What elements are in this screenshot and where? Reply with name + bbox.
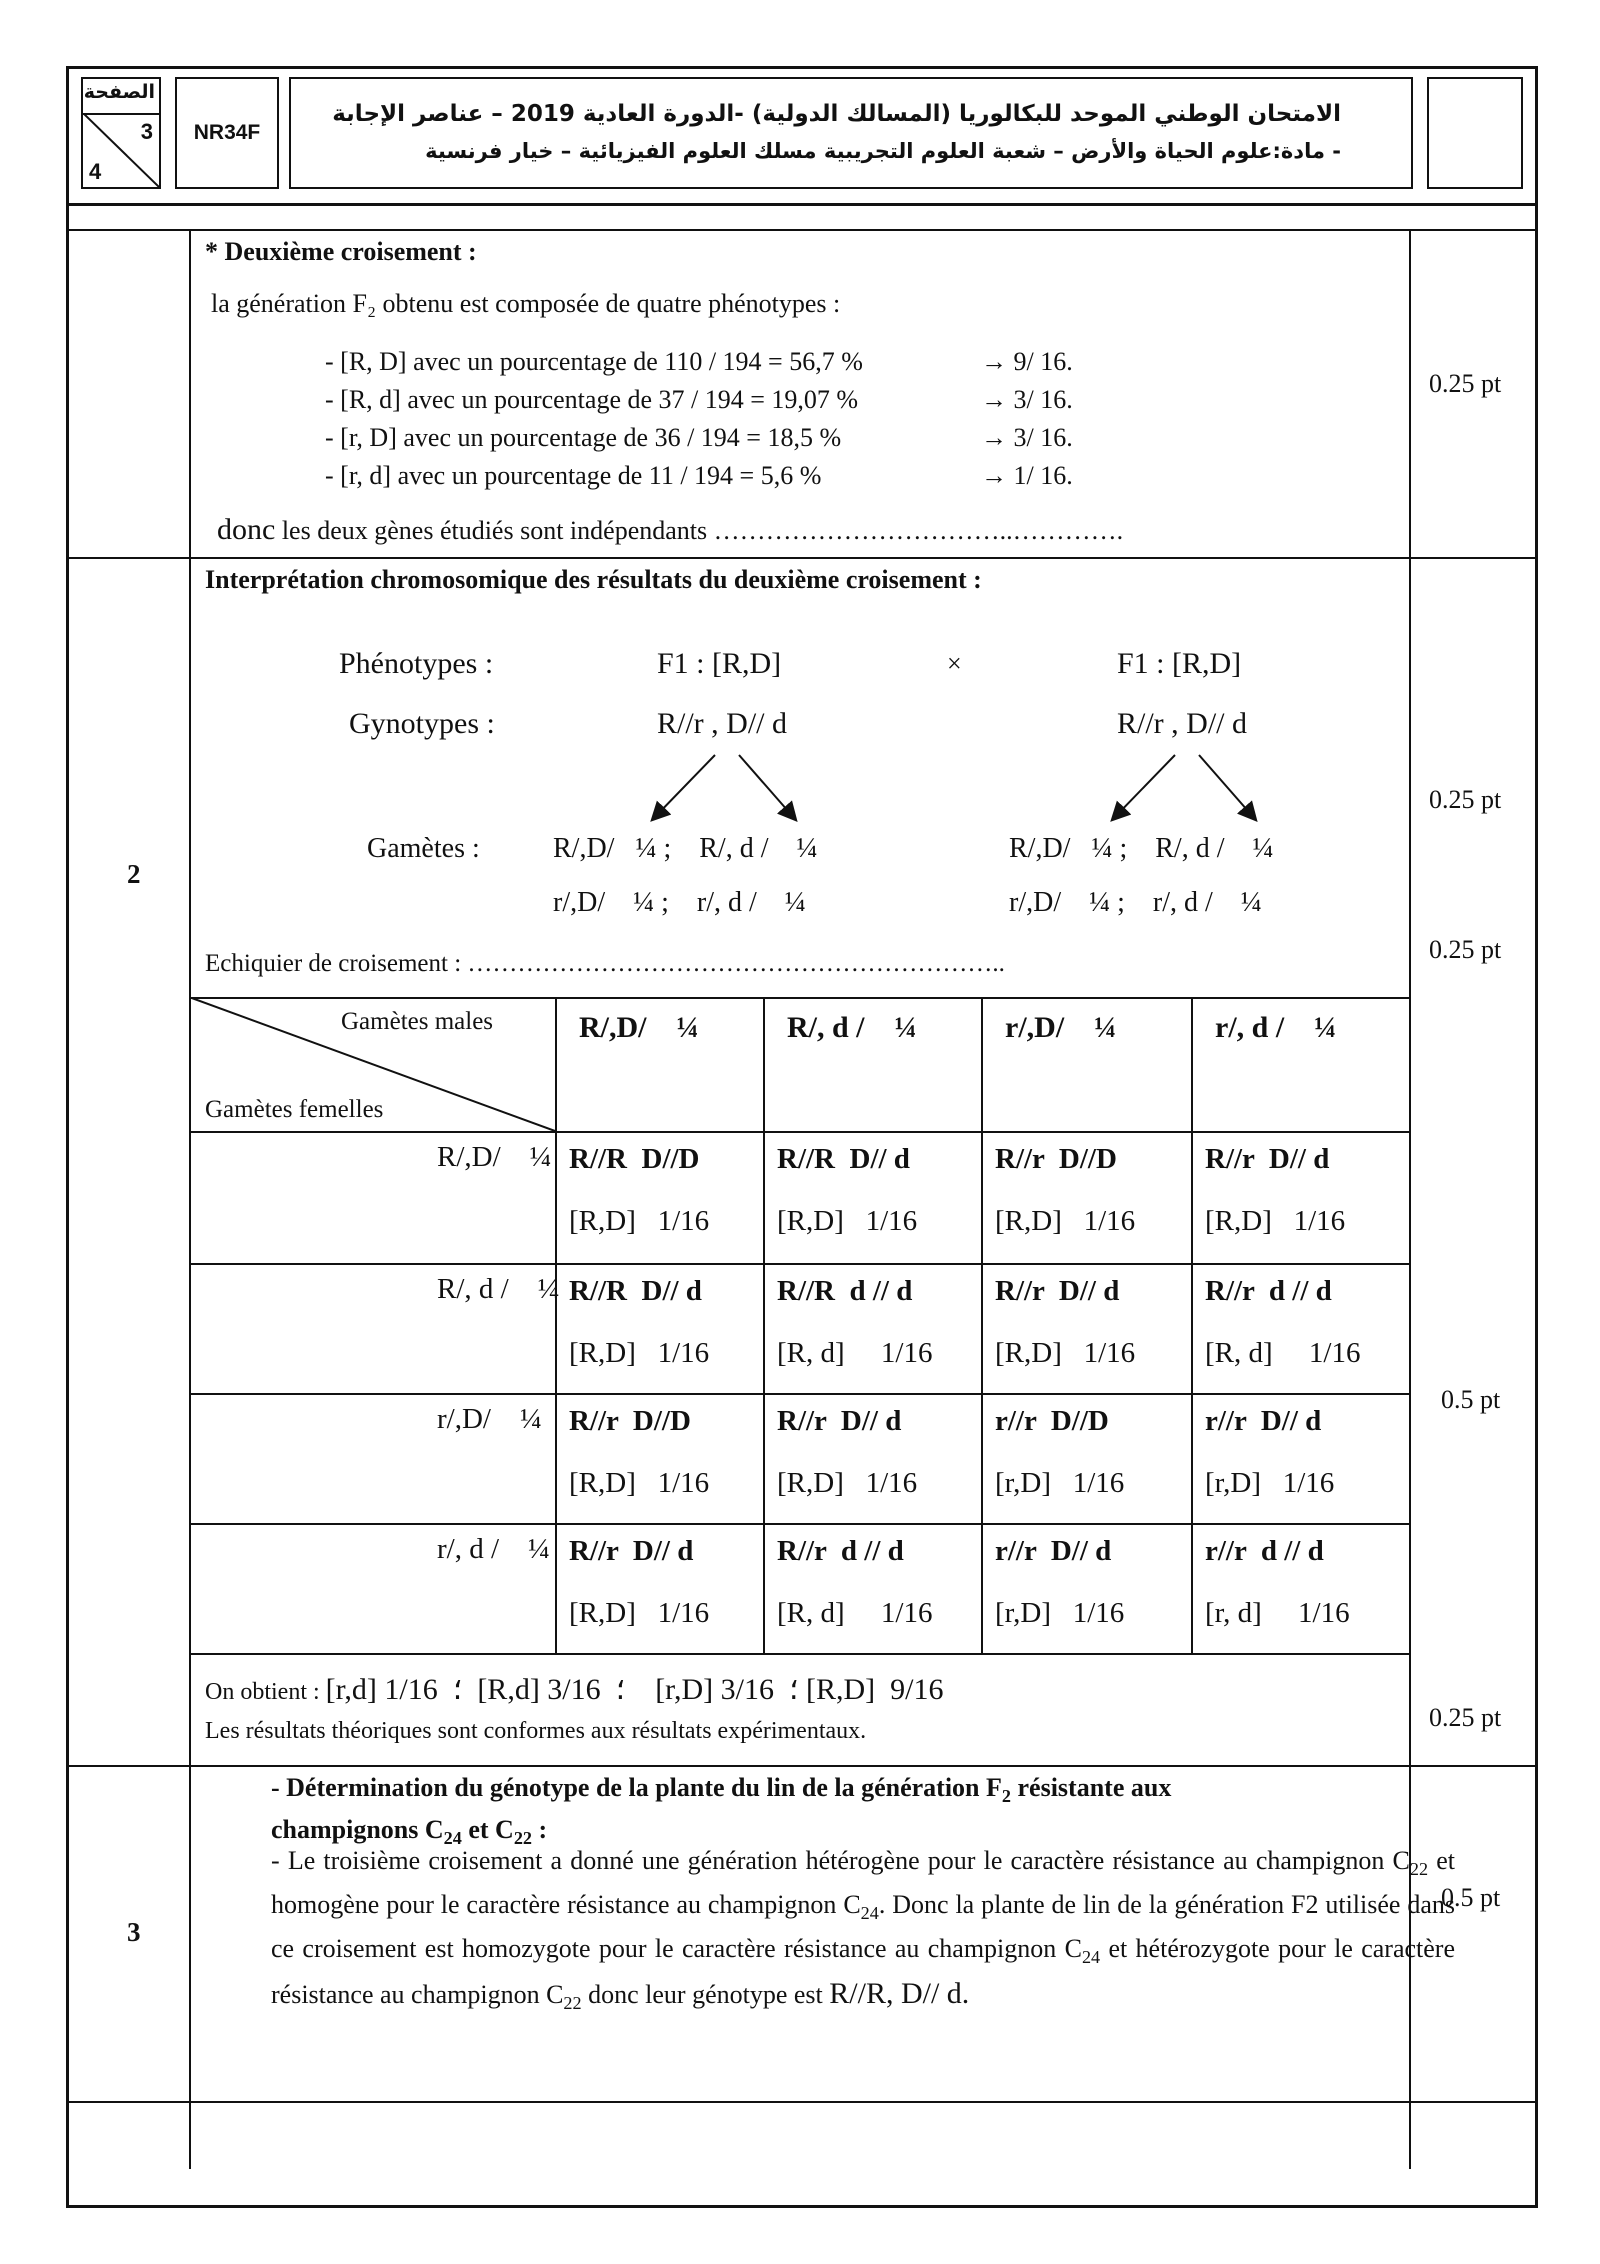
offspring-phenotype: [R,D] 1/16 <box>777 1467 918 1499</box>
offspring-genotype: R//r D//D <box>569 1405 691 1437</box>
section1-conclusion: donc les deux gènes étudiés sont indépendants ……………………………..…………. <box>217 513 1124 546</box>
parent2-genotype: R//r , D// d <box>1117 707 1248 740</box>
exam-title-box <box>289 77 1413 189</box>
echiquier-label: Echiquier de croisement : ……………………………………………………….. <box>205 950 1005 977</box>
gamete-arrows <box>649 749 1389 839</box>
row-divider-2 <box>69 1765 1535 1767</box>
phenotypes-label: Phénotypes : <box>339 647 494 680</box>
parent2-phenotype: F1 : [R,D] <box>1117 647 1242 680</box>
offspring-genotype: r//r D//D <box>995 1405 1109 1437</box>
male-gamete-header: R/,D/ ¼ <box>579 1011 699 1044</box>
offspring-phenotype: [R, d] 1/16 <box>777 1337 933 1369</box>
genotypes-label: Gynotypes : <box>349 707 495 740</box>
offspring-genotype: r//r d // d <box>1205 1535 1324 1567</box>
phenotype-line: - [R, d] avec un pourcentage de 37 / 194 = 19,07 % <box>325 385 859 414</box>
phenotype-ratio: → 9/ 16. <box>981 347 1073 376</box>
phenotype-line: - [R, D] avec un pourcentage de 110 / 194 = 56,7 % <box>325 347 863 376</box>
offspring-phenotype: [r, d] 1/16 <box>1205 1597 1350 1629</box>
corner-female-label: Gamètes femelles <box>205 1096 384 1123</box>
page-frame <box>66 66 1538 2208</box>
page-total: 4 <box>89 159 102 184</box>
section1-title: * Deuxième croisement : <box>205 237 477 266</box>
points-badge: 0.5 pt <box>1441 1385 1501 1414</box>
female-gamete-label: R/,D/ ¼ <box>437 1141 552 1173</box>
grid-line <box>189 1523 1409 1525</box>
offspring-phenotype: [R,D] 1/16 <box>777 1205 918 1237</box>
female-gamete-label: r/, d / ¼ <box>437 1533 550 1565</box>
row-divider-1 <box>69 557 1535 559</box>
page-label: الصفحة <box>83 81 155 103</box>
grid-line <box>189 1131 1409 1133</box>
points-badge: 0.25 pt <box>1429 935 1502 964</box>
phenotype-line: - [r, d] avec un pourcentage de 11 / 194 = 5,6 % <box>325 461 822 490</box>
section2-title: Interprétation chromosomique des résultats du deuxième croisement : <box>205 565 982 594</box>
offspring-genotype: R//r D//D <box>995 1143 1117 1175</box>
cross-symbol: × <box>947 649 962 678</box>
exam-title-line1: الامتحان الوطني الموحد للبكالوريا (المسالك الدولية) -الدورة العادية 2019 – عناصر الإجابة <box>332 101 1341 127</box>
offspring-genotype: R//R D//D <box>569 1143 700 1175</box>
result-conclusion: Les résultats théoriques sont conformes aux résultats expérimentaux. <box>205 1718 867 1744</box>
phenotype-line: - [r, D] avec un pourcentage de 36 / 194 = 18,5 % <box>325 423 842 452</box>
offspring-genotype: R//r D// d <box>777 1405 902 1437</box>
grid-line <box>981 997 983 1653</box>
offspring-phenotype: [R,D] 1/16 <box>569 1597 710 1629</box>
table-top <box>69 229 1535 231</box>
question-number: 2 <box>127 859 141 889</box>
row-divider-3 <box>69 2101 1535 2103</box>
grid-line <box>189 1393 1409 1395</box>
offspring-phenotype: [R,D] 1/16 <box>569 1205 710 1237</box>
page-current: 3 <box>140 119 153 144</box>
points-badge: 0.25 pt <box>1429 785 1502 814</box>
offspring-phenotype: [r,D] 1/16 <box>995 1467 1125 1499</box>
offspring-phenotype: [R, d] 1/16 <box>777 1597 933 1629</box>
offspring-genotype: R//r D// d <box>569 1535 694 1567</box>
offspring-phenotype: [R,D] 1/16 <box>569 1337 710 1369</box>
male-gamete-header: r/,D/ ¼ <box>1005 1011 1117 1044</box>
phenotype-ratio: → 3/ 16. <box>981 423 1073 452</box>
section3-title: - Détermination du génotype de la plante du lin de la génération $F_2$ résistante aux champignons $C_{24}$ et $C_{22}$ : <box>271 1773 1172 1849</box>
phenotype-ratio: → 3/ 16. <box>981 385 1073 414</box>
offspring-genotype: R//R D// d <box>569 1275 702 1307</box>
offspring-phenotype: [R,D] 1/16 <box>569 1467 710 1499</box>
col-divider-left <box>189 229 191 2169</box>
offspring-genotype: r//r D// d <box>1205 1405 1322 1437</box>
offspring-phenotype: [R,D] 1/16 <box>995 1337 1136 1369</box>
gametes-label: Gamètes : <box>367 833 480 864</box>
offspring-genotype: R//r D// d <box>995 1275 1120 1307</box>
grid-line <box>189 1263 1409 1265</box>
offspring-phenotype: [r,D] 1/16 <box>995 1597 1125 1629</box>
parent1-genotype: R//r , D// d <box>657 707 788 740</box>
offspring-genotype: R//r D// d <box>1205 1143 1330 1175</box>
male-gamete-header: r/, d / ¼ <box>1215 1011 1337 1044</box>
points-badge: 0.25 pt <box>1429 369 1502 398</box>
grid-line <box>1191 997 1193 1653</box>
offspring-phenotype: [r,D] 1/16 <box>1205 1467 1335 1499</box>
grid-line <box>189 1653 1409 1655</box>
offspring-phenotype: [R,D] 1/16 <box>1205 1205 1346 1237</box>
points-badge: 0.25 pt <box>1429 1703 1502 1732</box>
female-gamete-label: R/, d / ¼ <box>437 1273 560 1305</box>
grid-line <box>555 997 557 1653</box>
gametes-parent1-row1: R/,D/ ¼ ; R/, d / ¼ <box>553 833 818 864</box>
offspring-genotype: R//r d // d <box>777 1535 904 1567</box>
parent1-phenotype: F1 : [R,D] <box>657 647 782 680</box>
gametes-parent2-row1: R/,D/ ¼ ; R/, d / ¼ <box>1009 833 1274 864</box>
points-badge: 0.5 pt <box>1441 1883 1501 1912</box>
offspring-genotype: R//r d // d <box>1205 1275 1332 1307</box>
section1-intro: la génération F₂ obtenu est composée de quatre phénotypes : <box>211 289 841 318</box>
offspring-genotype: r//r D// d <box>995 1535 1112 1567</box>
section3-answer: - Le troisième croisement a donné une génération hétérogène pour le caractère résistance au champignon $C_{22}$ et homogène pour le caractère résistance au champignon $C_{24}$. Donc la plante de lin de la génération F2 utilisée dans ce croisement est homozygote pour le caractère résistance au champignon $C_{24}$ et hétérozygote pour le caractère résistance au champignon $C_{22}$ donc leur génotype est R//R, D// d. <box>271 1846 1456 2013</box>
exam-code: NR34F <box>175 77 279 189</box>
corner-male-label: Gamètes males <box>341 1008 494 1035</box>
exam-header <box>69 69 1535 206</box>
phenotype-ratio: → 1/ 16. <box>981 461 1073 490</box>
offspring-genotype: R//R D// d <box>777 1143 910 1175</box>
offspring-phenotype: [R, d] 1/16 <box>1205 1337 1361 1369</box>
gametes-parent2-row2: r/,D/ ¼ ; r/, d / ¼ <box>1009 887 1262 918</box>
gametes-parent1-row2: r/,D/ ¼ ; r/, d / ¼ <box>553 887 806 918</box>
question-number: 3 <box>127 1917 141 1947</box>
page-number-box <box>81 77 161 189</box>
grid-line <box>763 997 765 1653</box>
exam-title-line2: - مادة:علوم الحياة والأرض – شعبة العلوم التجريبية مسلك العلوم الفيزيائية – خيار فرنسية <box>425 139 1341 163</box>
male-gamete-header: R/, d / ¼ <box>787 1011 918 1044</box>
female-gamete-label: r/,D/ ¼ <box>437 1403 542 1435</box>
result-line: On obtient : [r,d] 1/16 ؛ [R,d] 3/16 ؛ [r,D] 3/16 ؛ [R,D] 9/16 <box>205 1673 944 1706</box>
offspring-phenotype: [R,D] 1/16 <box>995 1205 1136 1237</box>
offspring-genotype: R//R d // d <box>777 1275 913 1307</box>
blank-box <box>1427 77 1523 189</box>
